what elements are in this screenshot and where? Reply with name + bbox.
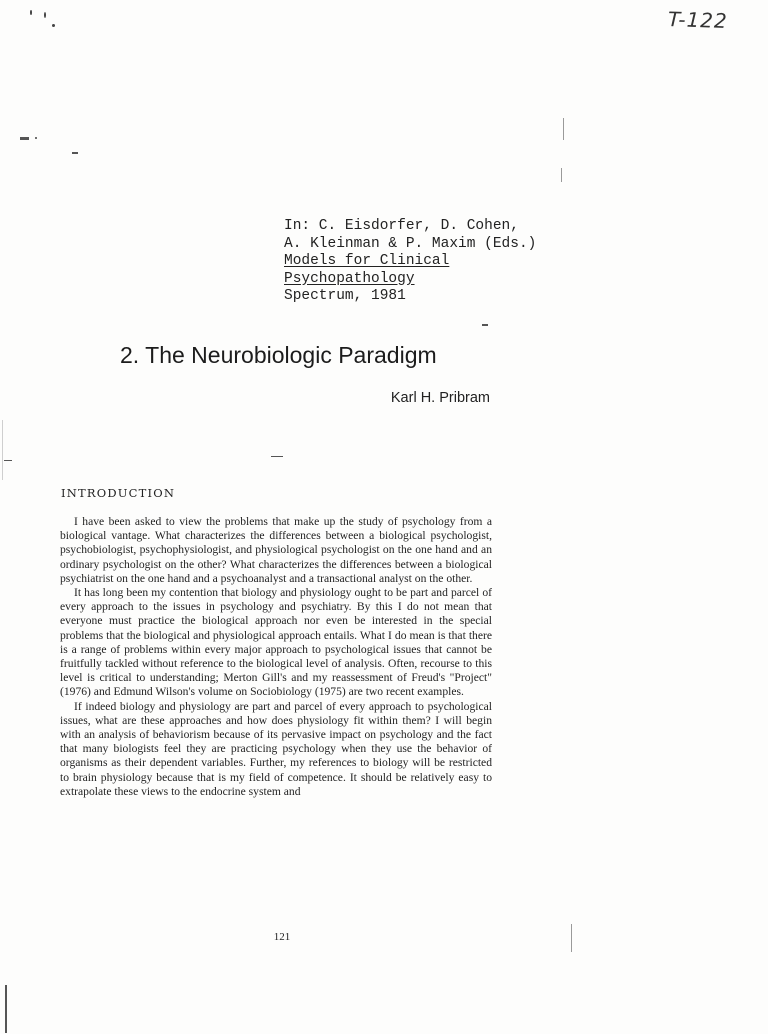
- scan-edge-line: [571, 924, 572, 952]
- scan-mark: [20, 137, 29, 140]
- scan-speck: [30, 10, 32, 15]
- source-citation: [284, 218, 604, 306]
- scan-mark: [4, 460, 12, 461]
- scan-speck: [35, 137, 37, 139]
- author-name: Karl H. Pribram: [390, 390, 490, 406]
- scan-mark: [482, 324, 488, 326]
- scan-edge-line: [2, 420, 3, 480]
- citation-editors-line: A. Kleinman & P. Maxim (Eds.): [284, 235, 537, 252]
- scan-edge-line: [5, 985, 7, 1033]
- scan-edge-line: [563, 118, 564, 140]
- scan-mark: [72, 152, 78, 154]
- scan-speck: [44, 12, 46, 18]
- paragraph: I have been asked to view the problems that make up the study of psychology from a biological vantage. What characterizes the differences between a biological psychologist, psychobiologist, psychophysiologist, and physiological psychologist on the one hand and an ordinary psychologist on the other? What characterizes the differences between a biological psychiatrist on the one hand and a psychoanalyst and a transactional analyst on the other.: [60, 515, 492, 585]
- citation-book-title: Models for Clinical: [284, 253, 450, 269]
- paragraph: If indeed biology and physiology are part and parcel of every approach to psychological issues, what are these approaches and how does physiology fit within them? I will begin with an analysis of behaviorism because of its pervasive impact on psychology and the fact that many biologists feel they are practicing psychology when they use the behavior of organisms as their dependent variables. Further, my references to biology will be restricted to brain physiology because that is my field of competence. It should be relatively easy to extrapolate these views to the endocrine system and: [60, 699, 492, 798]
- body-text: [60, 515, 492, 799]
- scan-edge-line: [561, 168, 562, 182]
- scan-speck: [52, 24, 55, 27]
- page-number: 121: [273, 931, 291, 943]
- chapter-title: 2. The Neurobiologic Paradigm: [120, 342, 437, 368]
- scan-mark: [271, 456, 283, 457]
- citation-editors-line: In: C. Eisdorfer, D. Cohen,: [284, 218, 519, 234]
- section-heading: INTRODUCTION: [61, 486, 176, 500]
- paragraph: It has long been my contention that biology and physiology ought to be part and parcel of every approach to the issues in psychology and psychiatry. By this I do not mean that everyone must practice the biological approach nor even be interested in the special problems that the biological and physiological approach entails. What I do mean is that there is a range of problems within every major approach to psychological issues that cannot be fruitfully tackled without reference to the biological level of analysis. Often, recourse to this level is critical to understanding; Merton Gill's and my reassessment of Freud's "Project" (1976) and Edmund Wilson's volume on Sociobiology (1975) are two recent examples.: [60, 586, 492, 699]
- citation-book-title: Psychopathology: [284, 270, 415, 287]
- citation-publisher: Spectrum, 1981: [284, 288, 406, 304]
- handwritten-note: T-122: [667, 6, 729, 34]
